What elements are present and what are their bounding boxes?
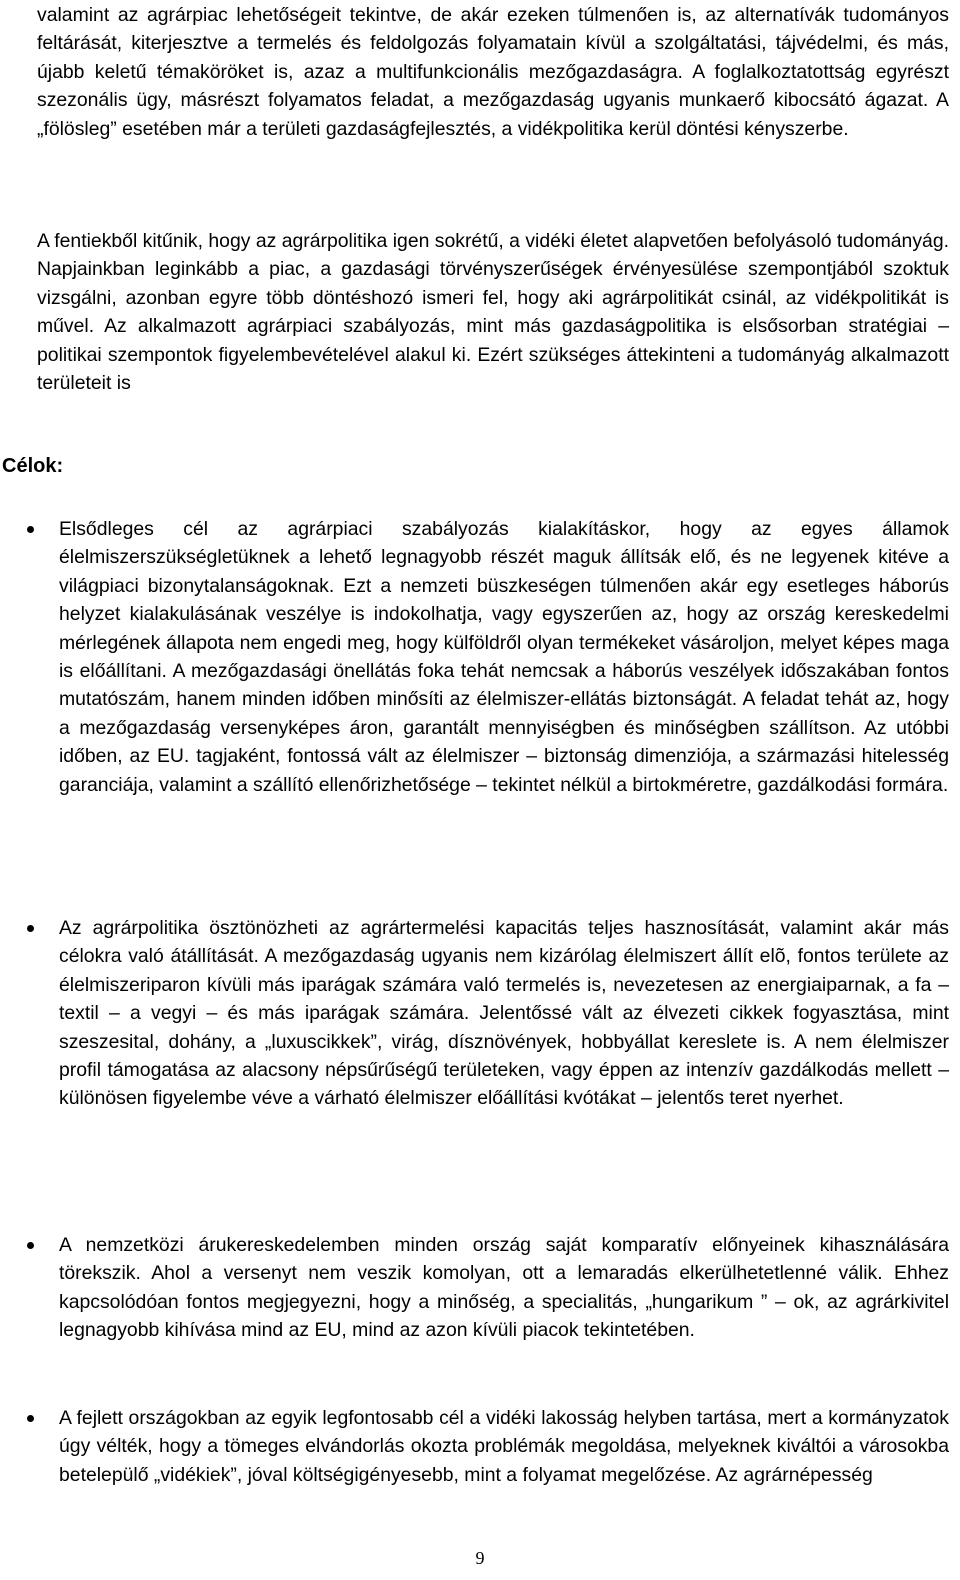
goal-text: A fejlett országokban az egyik legfontosabb cél a vidéki lakosság helyben tartása, mert a kormányzatok úgy vélték, hogy a tömeges elvándorlás okozta problémák megoldása, melyeknek kiváltói a városokba betelepülő „vidékiek”, jóval költségigényesebb, mint a folyamat megelőzése. Az agrárnépesség bbox=[59, 1407, 949, 1486]
goal-text: A nemzetközi árukereskedelemben minden ország saját komparatív előnyeinek kihasználására törekszik. Ahol a versenyt nem veszik komolyan, ott a lemaradás elkerülhetetlenné válik. Ehhez kapcsolódóan fontos megjegyezni, hogy a minőség, a specialitás, „hungarikum ” – ok, az agrárkivitel legnagyobb kihívása mind az EU, mind az azon kívüli piacok tekintetében. bbox=[59, 1234, 949, 1342]
page-number: 9 bbox=[475, 1548, 485, 1568]
bullet-icon bbox=[27, 925, 34, 932]
goal-text: Elsődleges cél az agrárpiaci szabályozás kialakításkor, hogy az egyes államok élelmiszerszükségletüknek a lehető legnagyobb részét maguk állítsák elő, és ne legyenek kitéve a világpiaci bizonytalanságoknak. Ezt a nemzeti büszkeségen túlmenően akár egy esetleges háborús helyzet kialakulásának veszélye is indokolhatja, vagy egyszerűen az, hogy az ország kereskedelmi mérlegének állapota nem engedi meg, hogy külföldről olyan termékeket vásároljon, melyet képes maga is előállítani. A mezőgazdasági önellátás foka tehát nemcsak a háborús veszélyek időszakában fontos mutatószám, hanem minden időben minősíti az élelmiszer-ellátás biztonságát. A feladat tehát az, hogy a mezőgazdaság versenyképes áron, garantált mennyiségben és minőségben szállítson. Az utóbbi időben, az EU. tagjaként, fontossá vált az élelmiszer – biztonság dimenziója, a származási hitelesség garanciája, valamint a szállító ellenőrizhetősége – tekintet nélkül a birtokméretre, gazdálkodási formára. bbox=[59, 518, 949, 796]
goal-text: Az agrárpolitika ösztönözheti az agrártermelési kapacitás teljes hasznosítását, valamint akár más célokra való átállítását. A mezőgazdaság ugyanis nem kizárólag élelmiszert állít elõ, fontos területe az élelmiszeriparon kívüli más iparágak számára való termelés is, nevezetesen az energiaiparnak, a fa – textil – a vegyi – és más iparágak számára. Jelentőssé vált az élvezeti cikkek fogyasztása, mint szeszesital, dohány, a „luxuscikkek”, virág, dísznövények, hobbyállat kereslete is. A nem élelmiszer profil támogatása az alacsony népsűrűségű területeken, vagy éppen az intenzív gazdálkodás mellett – különösen figyelembe véve a várható élelmiszer előállítási kvótákat – jelentős teret nyerhet. bbox=[59, 917, 949, 1110]
bullet-icon bbox=[27, 526, 34, 533]
bullet-icon bbox=[27, 1242, 34, 1249]
goals-heading: Célok: bbox=[2, 455, 64, 477]
second-paragraph: A fentiekből kitűnik, hogy az agrárpolitika igen sokrétű, a vidéki életet alapvetően befolyásoló tudományág. Napjainkban leginkább a piac, a gazdasági törvényszerűségek érvényesülése szempontjából szoktuk vizsgálni, azonban egyre több döntéshozó ismeri fel, hogy aki agrárpolitikát csinál, az vidékpolitikát is művel. Az alkalmazott agrárpiaci szabályozás, mint más gazdaságpolitika is elsősorban stratégiai – politikai szempontok figyelembevételével alakul ki. Ezért szükséges áttekinteni a tudományág alkalmazott területeit is bbox=[37, 230, 949, 395]
bullet-icon bbox=[27, 1415, 34, 1422]
intro-paragraph: valamint az agrárpiac lehetőségeit tekintve, de akár ezeken túlmenően is, az alternatívák tudományos feltárását, kiterjesztve a termelés és feldolgozás folyamatain kívül a szolgáltatási, tájvédelmi, és más, újabb keletű témaköröket is, azaz a multifunkcionális mezőgazdaságra. A foglalkoztatottság egyrészt szezonális ügy, másrészt folyamatos feladat, a mezőgazdaság ugyanis munkaerő kibocsátó ágazat. A „fölösleg” esetében már a területi gazdaságfejlesztés, a vidékpolitika kerül döntési kényszerbe. bbox=[37, 4, 949, 140]
